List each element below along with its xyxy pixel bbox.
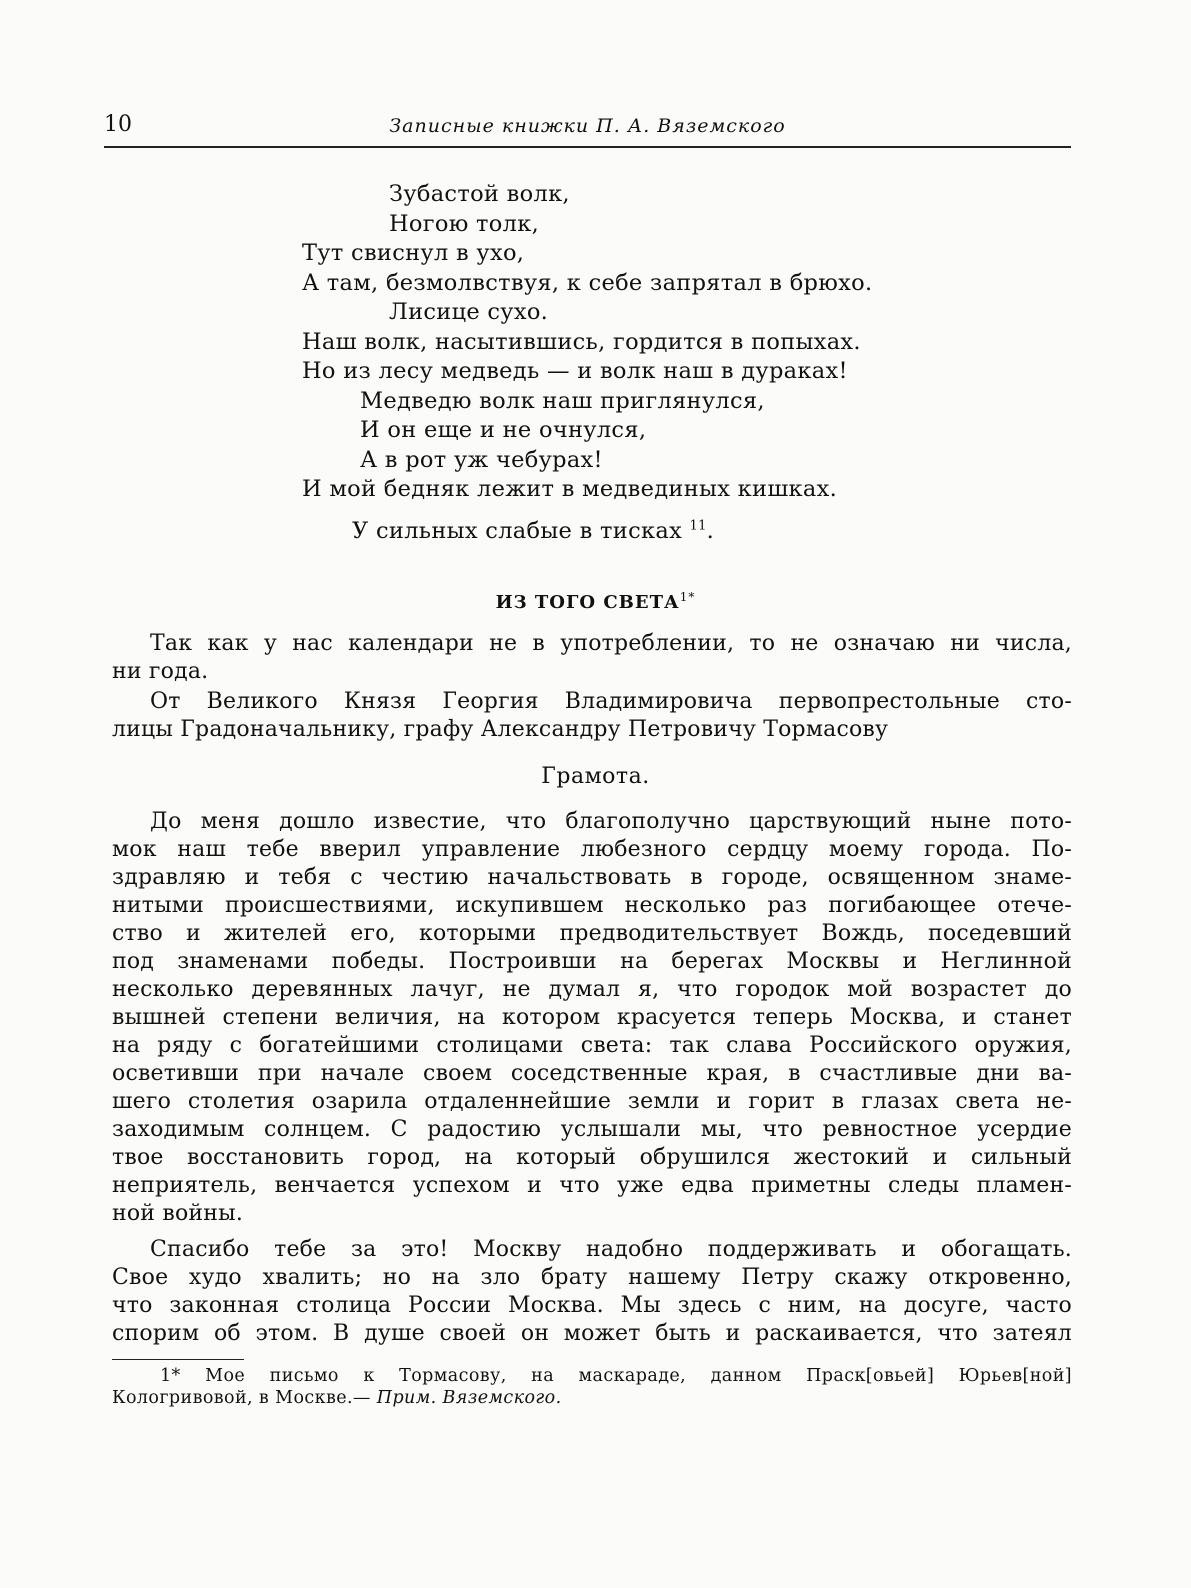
text-line: твое восстановить город, на который обрушился жестокий и сильный	[112, 1145, 1072, 1170]
page-header	[104, 112, 1071, 148]
text-line: лицы Градоначальнику, графу Александру Петровичу Тормасову	[112, 717, 889, 742]
poem-line: А в рот уж чебурах!	[360, 446, 603, 473]
text-line: мок наш тебе вверил управление любезного сердцу моему города. По-	[112, 837, 1072, 862]
text-line: на ряду с богатейшими столицами света: так слава Российского оружия,	[112, 1033, 1072, 1058]
text-line: что законная столица России Москва. Мы здесь с ним, на досуге, часто	[112, 1293, 1072, 1318]
footnote-ref: 11	[689, 518, 707, 534]
text-line: вышней степени величия, на котором красуется теперь Москва, и станет	[112, 1005, 1072, 1030]
moral-end: .	[706, 518, 715, 544]
footnote-line	[112, 1387, 1072, 1409]
footnote-text: Кологривовой, в Москве.—	[112, 1388, 371, 1408]
poem-line: Лисице сухо.	[389, 299, 549, 325]
text-line: заходимым солнцем. С радостию услышали мы, что ревностное усердие	[112, 1117, 1072, 1142]
footnote-line	[112, 1365, 1072, 1387]
poem-line: И он еще и не очнулся,	[360, 417, 647, 443]
moral-text: У сильных слабые в тисках	[352, 518, 683, 544]
footnote-ref: 1*	[679, 590, 696, 604]
footnote-attribution: Прим. Вяземского.	[376, 1388, 562, 1408]
text-line: спорим об этом. В душе своей он может быть и раскаивается, что затеял	[112, 1321, 1072, 1346]
text-line: нитыми происшествиями, искупившем несколько раз погибающее отече-	[112, 893, 1072, 918]
text-line: От Великого Князя Георгия Владимировича первопрестольные сто-	[150, 689, 1072, 714]
text-line: Свое худо хвалить; но на зло брату нашему Петру скажу откровенно,	[112, 1265, 1072, 1290]
gramota-heading: Грамота.	[541, 764, 650, 789]
paragraph-calendar	[112, 630, 1072, 686]
text-line: под знаменами победы. Построивши на берегах Москвы и Неглинной	[112, 949, 1072, 974]
text-line: ство и жителей его, которыми предводительствует Вождь, поседевший	[112, 921, 1072, 946]
poem-line: Зубастой волк,	[389, 181, 570, 207]
text-line: ной войны.	[112, 1201, 244, 1226]
poem-line: И мой бедняк лежит в медвединых кишках.	[302, 476, 838, 502]
paragraph-address	[112, 688, 1072, 744]
poem-line: Ногою толк,	[389, 210, 540, 237]
poem-line: Медведю волк наш приглянулся,	[360, 387, 765, 414]
footnote-marker: 1*	[160, 1366, 181, 1386]
poem-line: Но из лесу медведь — и волк наш в дураках!	[302, 358, 848, 384]
poem-line: Тут свиснул в ухо,	[302, 240, 525, 266]
text-line: шего столетия озарила отдаленнейшие земли и горит в глазах света не-	[112, 1089, 1072, 1114]
text-line: ни года.	[112, 659, 209, 684]
poem-line: А там, безмолвствуя, к себе запрятал в брюхо.	[302, 269, 873, 296]
text-line: осветивши при начале своем соседственные края, в счастливые дни ва-	[112, 1061, 1072, 1086]
page-number: 10	[104, 112, 132, 137]
text-line: До меня дошло известие, что благополучно царствующий ныне пото-	[150, 809, 1072, 834]
section-title-text: ИЗ ТОГО СВЕТА	[495, 592, 680, 613]
footnote-text: Мое письмо к Тормасову, на маскараде, данном Праск[овьей] Юрьев[ной]	[205, 1366, 1072, 1386]
text-line: несколько деревянных лачуг, не думал я, что городок мой возрастет до	[112, 977, 1072, 1002]
poem	[302, 180, 982, 505]
poem-line: Наш волк, насытившись, гордится в попыхах.	[302, 328, 861, 355]
text-line: Так как у нас календари не в употреблении, то не означаю ни числа,	[150, 631, 1072, 656]
text-line: неприятель, венчается успехом и что уже едва приметны следы пламен-	[112, 1173, 1072, 1198]
footnote-divider	[112, 1359, 244, 1360]
paragraph-thanks	[112, 1236, 1072, 1348]
footnote	[112, 1365, 1072, 1409]
paragraph-gramota	[112, 808, 1072, 1228]
section-title	[0, 590, 1191, 613]
running-title: Записные книжки П. А. Вяземского	[389, 115, 786, 137]
text-line: Спасибо тебе за это! Москву надобно поддерживать и обогащать.	[150, 1237, 1072, 1262]
poem-moral	[352, 516, 714, 546]
text-line: здравляю и тебя с честию начальствовать в городе, освященном знаме-	[112, 865, 1072, 890]
